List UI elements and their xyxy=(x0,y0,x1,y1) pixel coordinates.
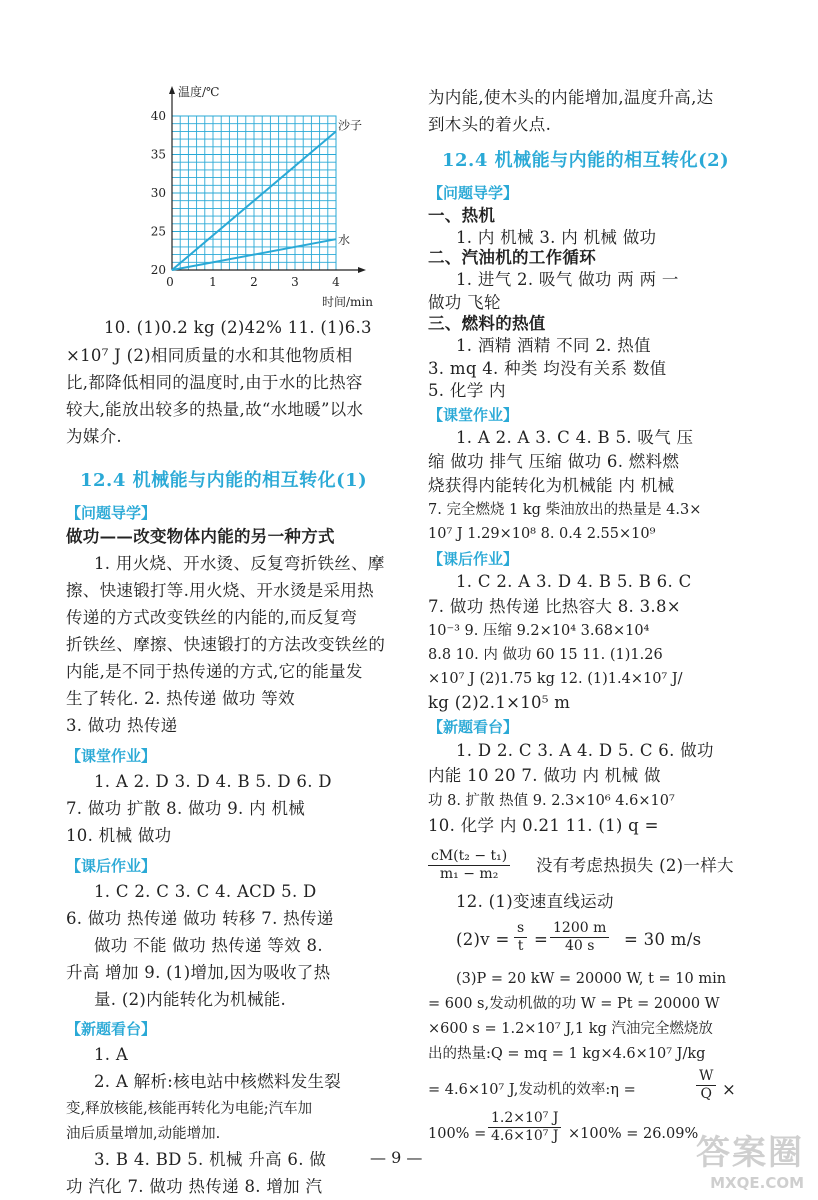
answer-line: 功 汽化 7. 做功 热传递 8. 增加 汽 xyxy=(66,1177,323,1196)
y-tick-label: 25 xyxy=(150,224,166,239)
answer-line: 3. 做功 热传递 xyxy=(66,716,178,735)
x-tick-label: 1 xyxy=(209,275,217,289)
answer-line: 7. 做功 热传递 比热容大 8. 3.8× xyxy=(428,597,681,616)
fraction-numerator: s xyxy=(514,920,527,938)
answer-line: ×100% = 26.09% xyxy=(568,1126,699,1142)
y-tick-label: 35 xyxy=(150,147,166,162)
answer-line: 为内能,使木头的内能增加,温度升高,达 xyxy=(428,88,714,107)
answer-line: kg (2)2.1×10⁵ m xyxy=(428,693,571,712)
answer-line: 出的热量:Q = mq = 1 kg×4.6×10⁷ J/kg xyxy=(428,1046,706,1062)
fraction-denominator: t xyxy=(517,938,524,954)
fraction-denominator: 4.6×10⁷ J xyxy=(491,1128,559,1144)
answer-line: 生了转化. 2. 热传递 做功 等效 xyxy=(66,689,295,708)
answer-line: 到木头的着火点. xyxy=(428,115,552,134)
answer-line: 比,都降低相同的温度时,由于水的比热容 xyxy=(66,373,363,392)
answer-line: 10. 化学 内 0.21 11. (1) q = xyxy=(428,816,659,835)
answer-line: 升高 增加 9. (1)增加,因为吸收了热 xyxy=(66,963,331,982)
x-tick-label: 2 xyxy=(250,275,258,289)
answer-line: 2. A 解析:核电站中核燃料发生裂 xyxy=(94,1072,342,1091)
answer-line: 内能 10 20 7. 做功 内 机械 做 xyxy=(428,766,661,785)
answer-line: 1. 进气 2. 吸气 做功 两 两 一 xyxy=(456,270,679,289)
subsection-tag: 【课堂作业】 xyxy=(428,406,519,424)
chart-grid xyxy=(172,116,336,270)
subsection-tag: 【问题导学】 xyxy=(66,504,157,522)
answer-line: 功 8. 扩散 热值 9. 2.3×10⁶ 4.6×10⁷ xyxy=(428,793,675,809)
answer-line: 5. 化学 内 xyxy=(428,381,506,400)
y-axis-arrow xyxy=(169,86,175,94)
fraction-numerator: W xyxy=(696,1068,716,1086)
y-tick-label: 30 xyxy=(150,186,166,200)
x-tick-label: 3 xyxy=(291,275,299,289)
section-title: 12.4 机械能与内能的相互转化(2) xyxy=(442,150,730,171)
answer-line: 1. C 2. A 3. D 4. B 5. B 6. C xyxy=(456,572,692,591)
fraction-formula xyxy=(550,920,609,955)
answer-line: 8.8 10. 内 做功 60 15 11. (1)1.26 xyxy=(428,647,663,663)
answer-line: 二、汽油机的工作循环 xyxy=(428,248,596,267)
subsection-tag: 【课后作业】 xyxy=(428,550,519,568)
answer-line: (2)v = xyxy=(456,930,510,949)
answer-line: 烧获得内能转化为机械能 内 机械 xyxy=(428,476,675,495)
answer-line: 没有考虑热损失 (2)一样大 xyxy=(536,856,734,875)
fraction-formula xyxy=(488,1110,561,1145)
answer-line: 1. A xyxy=(94,1045,129,1064)
answer-line: = xyxy=(534,930,549,949)
page-number: — 9 — xyxy=(370,1148,423,1167)
fraction-denominator: Q xyxy=(700,1086,712,1102)
answer-line: 1. 用火烧、开水烫、反复弯折铁丝、摩 xyxy=(94,554,385,573)
fraction-denominator: m₁ − m₂ xyxy=(439,866,499,882)
temperature-time-chart xyxy=(102,78,392,308)
fraction-formula xyxy=(428,848,510,883)
subsection-tag: 【新题看台】 xyxy=(66,1020,157,1038)
y-tick-label: 40 xyxy=(150,109,166,123)
answer-line: × xyxy=(722,1080,737,1099)
answer-line: ×10⁷ J (2)相同质量的水和其他物质相 xyxy=(66,346,353,365)
answer-line: 10⁻³ 9. 压缩 9.2×10⁴ 3.68×10⁴ xyxy=(428,623,650,639)
subsection-tag: 【课堂作业】 xyxy=(66,747,157,765)
answer-line: 10⁷ J 1.29×10⁸ 8. 0.4 2.55×10⁹ xyxy=(428,526,656,542)
y-tick-label: 20 xyxy=(150,263,166,277)
answer-line: 10. 机械 做功 xyxy=(66,826,172,845)
watermark-url: MXQE.COM xyxy=(710,1174,804,1192)
answer-line: 变,释放核能,核能再转化为电能;汽车加 xyxy=(66,1101,313,1117)
answer-line: 量. (2)内能转化为机械能. xyxy=(94,990,287,1009)
answer-line: 12. (1)变速直线运动 xyxy=(456,892,614,911)
fraction-numerator: 1.2×10⁷ J xyxy=(488,1110,561,1128)
y-axis-label: 温度/℃ xyxy=(178,85,220,99)
answer-line: 一、热机 xyxy=(428,206,496,225)
subsection-tag: 【问题导学】 xyxy=(428,184,519,202)
x-axis-arrow xyxy=(358,267,366,273)
answer-line: ×600 s = 1.2×10⁷ J,1 kg 汽油完全燃烧放 xyxy=(428,1021,713,1037)
answer-line: 擦、快速锻打等.用火烧、开水烫是采用热 xyxy=(66,581,374,600)
answer-line: 做功 飞轮 xyxy=(428,293,501,312)
fraction-formula xyxy=(514,920,527,955)
answer-line: 较大,能放出较多的热量,故“水地暖”以水 xyxy=(66,400,364,419)
answer-line: 三、燃料的热值 xyxy=(428,314,546,333)
answer-line: = 4.6×10⁷ J,发动机的效率:η = xyxy=(428,1082,636,1098)
answer-line: 1. A 2. D 3. D 4. B 5. D 6. D xyxy=(94,772,332,791)
x-tick-label: 0 xyxy=(166,275,174,289)
answer-line: = 30 m/s xyxy=(624,930,702,949)
answer-line: 为媒介. xyxy=(66,427,122,446)
answer-line: 7. 完全燃烧 1 kg 柴油放出的热量是 4.3× xyxy=(428,502,702,518)
fraction-numerator: cM(t₂ − t₁) xyxy=(428,848,510,866)
answer-line: 1. 内 机械 3. 内 机械 做功 xyxy=(456,228,657,247)
answer-line: 100% = xyxy=(428,1126,487,1142)
answer-line: ×10⁷ J (2)1.75 kg 12. (1)1.4×10⁷ J/ xyxy=(428,671,683,687)
fraction-numerator: 1200 m xyxy=(550,920,609,938)
answer-line: 内能,是不同于热传递的方式,它的能量发 xyxy=(66,662,363,681)
answer-line: 传递的方式改变铁丝的内能的,而反复弯 xyxy=(66,608,358,627)
x-axis-label: 时间/min xyxy=(322,295,373,308)
answer-line: 缩 做功 排气 压缩 做功 6. 燃料燃 xyxy=(428,452,680,471)
answer-line: 油后质量增加,动能增加. xyxy=(66,1126,221,1142)
answer-line: 1. 酒精 酒精 不同 2. 热值 xyxy=(456,336,651,355)
fraction-formula xyxy=(696,1068,716,1103)
series-label: 水 xyxy=(338,233,351,248)
answer-line: 3. B 4. BD 5. 机械 升高 6. 做 xyxy=(94,1150,327,1169)
answer-line: 10. (1)0.2 kg (2)42% 11. (1)6.3 xyxy=(104,318,372,337)
answer-line: (3)P = 20 kW = 20000 W, t = 10 min xyxy=(456,971,727,987)
section-title: 12.4 机械能与内能的相互转化(1) xyxy=(80,470,368,491)
subsection-tag: 【新题看台】 xyxy=(428,718,519,736)
answer-line: 3. mq 4. 种类 均没有关系 数值 xyxy=(428,359,667,378)
watermark-text: 答案圈 xyxy=(696,1133,804,1173)
answer-line: 折铁丝、摩擦、快速锻打的方法改变铁丝的 xyxy=(66,635,386,654)
x-tick-label: 4 xyxy=(332,275,340,289)
answer-line: 7. 做功 扩散 8. 做功 9. 内 机械 xyxy=(66,799,306,818)
fraction-denominator: 40 s xyxy=(564,938,595,954)
answer-line: = 600 s,发动机做的功 W = Pt = 20000 W xyxy=(428,996,720,1012)
watermark-logo xyxy=(696,1125,804,1192)
answer-line: 做功——改变物体内能的另一种方式 xyxy=(66,527,335,546)
subsection-tag: 【课后作业】 xyxy=(66,857,157,875)
answer-line: 1. A 2. A 3. C 4. B 5. 吸气 压 xyxy=(456,428,694,447)
series-label: 沙子 xyxy=(338,118,363,133)
answer-line: 1. C 2. C 3. C 4. ACD 5. D xyxy=(94,882,317,901)
answer-line: 做功 不能 做功 热传递 等效 8. xyxy=(94,936,323,955)
answer-line: 1. D 2. C 3. A 4. D 5. C 6. 做功 xyxy=(456,741,714,760)
answer-line: 6. 做功 热传递 做功 转移 7. 热传递 xyxy=(66,909,334,928)
